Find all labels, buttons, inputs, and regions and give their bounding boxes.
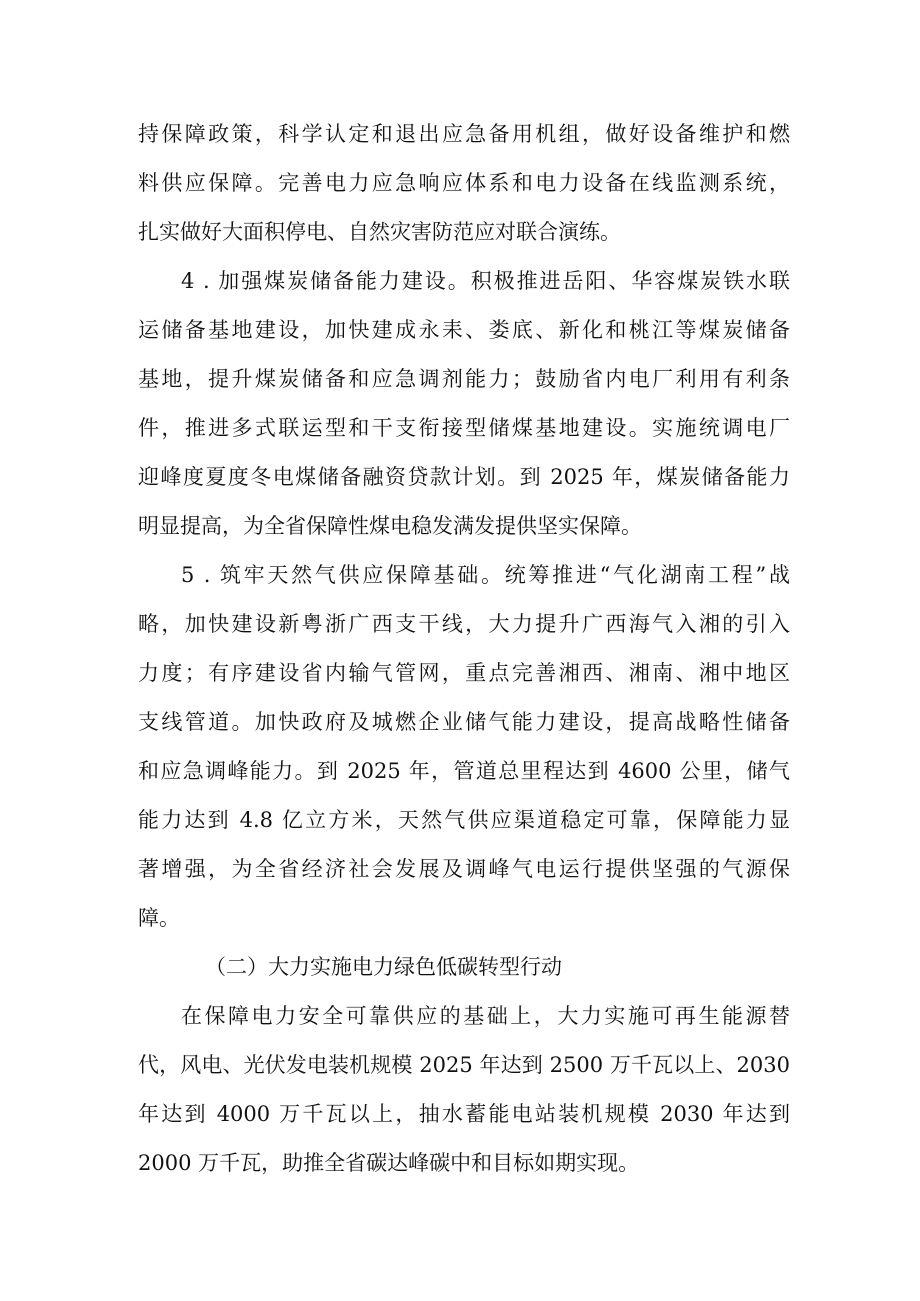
paragraph-line: 力度；有序建设省内输气管网，重点完善湘西、湘南、湘中地区: [138, 661, 790, 685]
paragraph-line: 和应急调峰能力。到 2025 年，管道总里程达到 4600 公里，储气: [138, 759, 790, 783]
paragraph-line: 略，加快建设新粤浙广西支干线，大力提升广西海气入湘的引入: [138, 612, 790, 636]
paragraph-line: 著增强，为全省经济社会发展及调峰气电运行提供坚强的气源保: [138, 857, 790, 881]
paragraph-line: 代，风电、光伏发电装机规模 2025 年达到 2500 万千瓦以上、2030: [138, 1053, 790, 1077]
section-heading: （二）大力实施电力绿色低碳转型行动: [205, 955, 562, 979]
paragraph-line: 障。: [138, 906, 180, 930]
paragraph-line: 明显提高，为全省保障性煤电稳发满发提供坚实保障。: [138, 514, 642, 538]
item-5-first-line: 5 . 筑牢天然气供应保障基础。统筹推进“气化湖南工程”战: [181, 563, 790, 587]
paragraph-line: 2000 万千瓦，助推全省碳达峰碳中和目标如期实现。: [138, 1151, 640, 1175]
paragraph-line: 扎实做好大面积停电、自然灾害防范应对联合演练。: [138, 220, 621, 244]
paragraph-line: 基地，提升煤炭储备和应急调剂能力；鼓励省内电厂利用有利条: [138, 367, 790, 391]
paragraph-line: 年达到 4000 万千瓦以上，抽水蓄能电站装机规模 2030 年达到: [138, 1102, 790, 1126]
paragraph-line: 料供应保障。完善电力应急响应体系和电力设备在线监测系统，: [138, 171, 790, 195]
paragraph-line: 持保障政策，科学认定和退出应急备用机组，做好设备维护和燃: [138, 122, 790, 146]
paragraph-first-line: 在保障电力安全可靠供应的基础上，大力实施可再生能源替: [181, 1004, 790, 1028]
paragraph-line: 运储备基地建设，加快建成永耒、娄底、新化和桃江等煤炭储备: [138, 318, 790, 342]
item-4-first-line: 4 . 加强煤炭储备能力建设。积极推进岳阳、华容煤炭铁水联: [181, 269, 790, 293]
paragraph-line: 迎峰度夏度冬电煤储备融资贷款计划。到 2025 年，煤炭储备能力: [138, 465, 790, 489]
paragraph-line: 支线管道。加快政府及城燃企业储气能力建设，提高战略性储备: [138, 710, 790, 734]
paragraph-line: 能力达到 4.8 亿立方米，天然气供应渠道稳定可靠，保障能力显: [138, 808, 790, 832]
paragraph-line: 件，推进多式联运型和干支衔接型储煤基地建设。实施统调电厂: [138, 416, 790, 440]
